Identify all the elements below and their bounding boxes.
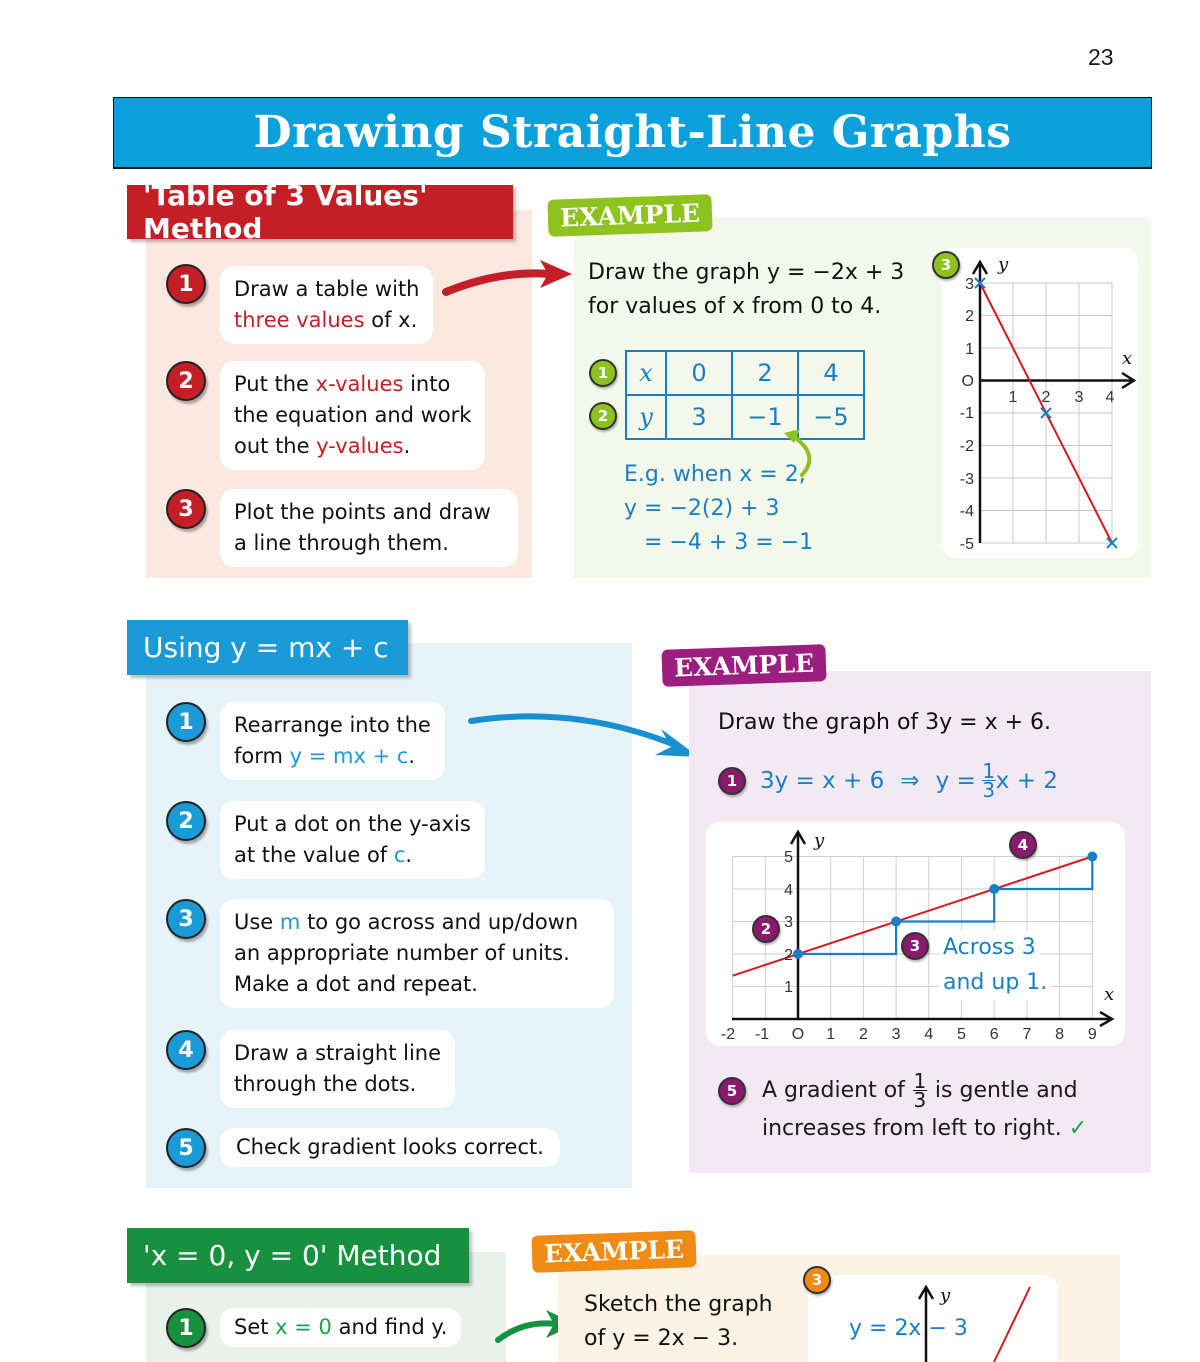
step-number-badge: 3 bbox=[166, 899, 206, 939]
svg-text:O: O bbox=[791, 1026, 805, 1043]
svg-text:y: y bbox=[940, 1285, 951, 1306]
step-text: Check gradient looks correct. bbox=[220, 1128, 560, 1167]
svg-text:3: 3 bbox=[891, 1026, 901, 1043]
svg-text:4: 4 bbox=[924, 1026, 934, 1043]
section1-heading: 'Table of 3 Values' Method bbox=[127, 185, 513, 239]
fraction: $\frac{1}{3}$ bbox=[913, 1069, 927, 1112]
graph2-step3-badge: 3 bbox=[901, 932, 929, 960]
example2-tag: EXAMPLE bbox=[661, 644, 826, 687]
graph2-step4-badge: 4 bbox=[1009, 831, 1037, 859]
svg-text:8: 8 bbox=[1055, 1026, 1065, 1043]
example1-working: E.g. when x = 2, y = −2(2) + 3 = −4 + 3 = −1 bbox=[624, 462, 814, 555]
example1-question: Draw the graph y = −2x + 3 for values of x from 0 to 4. bbox=[588, 260, 905, 319]
svg-text:y: y bbox=[814, 830, 825, 851]
svg-text:3: 3 bbox=[784, 914, 793, 931]
step-number-badge: 1 bbox=[166, 1308, 206, 1348]
svg-text:5: 5 bbox=[957, 1026, 966, 1043]
table-row-x: x 0 2 4 bbox=[626, 351, 864, 395]
step-text: Plot the points and draw a line through them. bbox=[220, 489, 518, 567]
svg-text:3: 3 bbox=[1074, 389, 1084, 406]
svg-text:-1: -1 bbox=[754, 1026, 770, 1043]
page-number: 23 bbox=[1088, 44, 1114, 70]
section1-step-2 bbox=[166, 361, 485, 470]
svg-text:-4: -4 bbox=[959, 503, 974, 520]
step-text: Put a dot on the y-axis at the value of c. bbox=[220, 801, 485, 879]
section2-step-5 bbox=[166, 1128, 560, 1168]
svg-text:-5: -5 bbox=[959, 536, 974, 553]
svg-text:1: 1 bbox=[1008, 389, 1018, 406]
step-text: Set x = 0 and find y. bbox=[220, 1308, 461, 1347]
step-number-badge: 4 bbox=[166, 1030, 206, 1070]
svg-text:4: 4 bbox=[1105, 389, 1115, 406]
step-text: Put the x-values into the equation and work out the y-values. bbox=[220, 361, 485, 470]
graph1-chart bbox=[950, 250, 1140, 555]
svg-text:9: 9 bbox=[1087, 1026, 1097, 1043]
graph2-annotation: Across 3 and up 1. bbox=[939, 930, 1051, 1000]
page-title: Drawing Straight-Line Graphs bbox=[253, 107, 1012, 158]
section2-step-4 bbox=[166, 1030, 455, 1108]
section2-heading: Using y = mx + c bbox=[127, 620, 408, 675]
svg-text:2: 2 bbox=[784, 947, 793, 964]
step-number-badge: 2 bbox=[166, 801, 206, 841]
section2-step-3 bbox=[166, 899, 614, 1008]
example3-tag: EXAMPLE bbox=[531, 1230, 696, 1273]
step-number-badge: 2 bbox=[166, 361, 206, 401]
step-badge: 5 bbox=[718, 1077, 746, 1105]
table-step-1-badge: 1 bbox=[589, 359, 617, 387]
svg-text:x: x bbox=[1122, 348, 1133, 369]
values-table bbox=[625, 350, 865, 440]
svg-text:2: 2 bbox=[1041, 389, 1051, 406]
svg-text:1: 1 bbox=[965, 341, 974, 358]
step-text: Draw a straight line through the dots. bbox=[220, 1030, 455, 1108]
svg-text:-2: -2 bbox=[720, 1026, 736, 1043]
svg-text:2: 2 bbox=[858, 1026, 868, 1043]
step-number-badge: 1 bbox=[166, 264, 206, 304]
graph3-label: y = 2x − 3 bbox=[849, 1316, 968, 1341]
svg-text:1: 1 bbox=[784, 979, 793, 996]
svg-text:4: 4 bbox=[784, 882, 793, 899]
page-title-bar bbox=[113, 97, 1152, 169]
svg-text:O: O bbox=[961, 373, 974, 390]
fraction: $\frac{1}{3}$ bbox=[982, 759, 996, 802]
graph1-step-badge: 3 bbox=[932, 251, 960, 279]
svg-text:-2: -2 bbox=[959, 438, 974, 455]
section3-step-1 bbox=[166, 1308, 461, 1348]
step-number-badge: 1 bbox=[166, 702, 206, 742]
section3-heading: 'x = 0, y = 0' Method bbox=[127, 1228, 469, 1283]
svg-text:2: 2 bbox=[965, 308, 974, 325]
example3-question: Sketch the graph of y = 2x − 3. bbox=[584, 1292, 773, 1351]
svg-text:-3: -3 bbox=[959, 471, 974, 488]
example1-tag: EXAMPLE bbox=[547, 194, 712, 237]
step-number-badge: 5 bbox=[166, 1128, 206, 1168]
step-text: Rearrange into the form y = mx + c. bbox=[220, 702, 445, 780]
example2-step1: 1 3y = x + 6 ⇒ y = $\frac{1}{3}$ x + 2 bbox=[718, 762, 1058, 799]
table-row-y: y 3 −1 −5 bbox=[626, 395, 864, 439]
svg-text:y: y bbox=[998, 254, 1009, 275]
svg-text:x: x bbox=[1104, 984, 1115, 1005]
graph2-step2-badge: 2 bbox=[752, 915, 780, 943]
step-number-badge: 3 bbox=[166, 489, 206, 529]
table-step-2-badge: 2 bbox=[589, 402, 617, 430]
graph3-step-badge: 3 bbox=[803, 1266, 831, 1294]
check-icon: ✓ bbox=[1068, 1116, 1088, 1141]
step-text: Draw a table with three values of x. bbox=[220, 266, 433, 344]
example2-question: Draw the graph of 3y = x + 6. bbox=[718, 710, 1052, 735]
svg-text:5: 5 bbox=[784, 849, 793, 866]
section1-step-1 bbox=[166, 264, 433, 344]
arrow-right-icon bbox=[465, 705, 705, 765]
svg-text:6: 6 bbox=[989, 1026, 999, 1043]
section2-step-1 bbox=[166, 702, 445, 780]
svg-text:7: 7 bbox=[1022, 1026, 1032, 1043]
svg-text:1: 1 bbox=[826, 1026, 836, 1043]
svg-text:3: 3 bbox=[965, 276, 974, 293]
arrow-right-icon bbox=[440, 258, 575, 298]
svg-text:-1: -1 bbox=[959, 405, 974, 422]
section1-step-3 bbox=[166, 489, 518, 567]
step-badge: 1 bbox=[718, 767, 746, 795]
step-text: Use m to go across and up/down an appropriate number of units. Make a dot and repeat. bbox=[220, 899, 614, 1008]
section2-step-2 bbox=[166, 801, 485, 879]
example2-step5: 5 A gradient of $\frac{1}{3}$ is gentle and increases from left to right. ✓ bbox=[718, 1072, 1087, 1149]
